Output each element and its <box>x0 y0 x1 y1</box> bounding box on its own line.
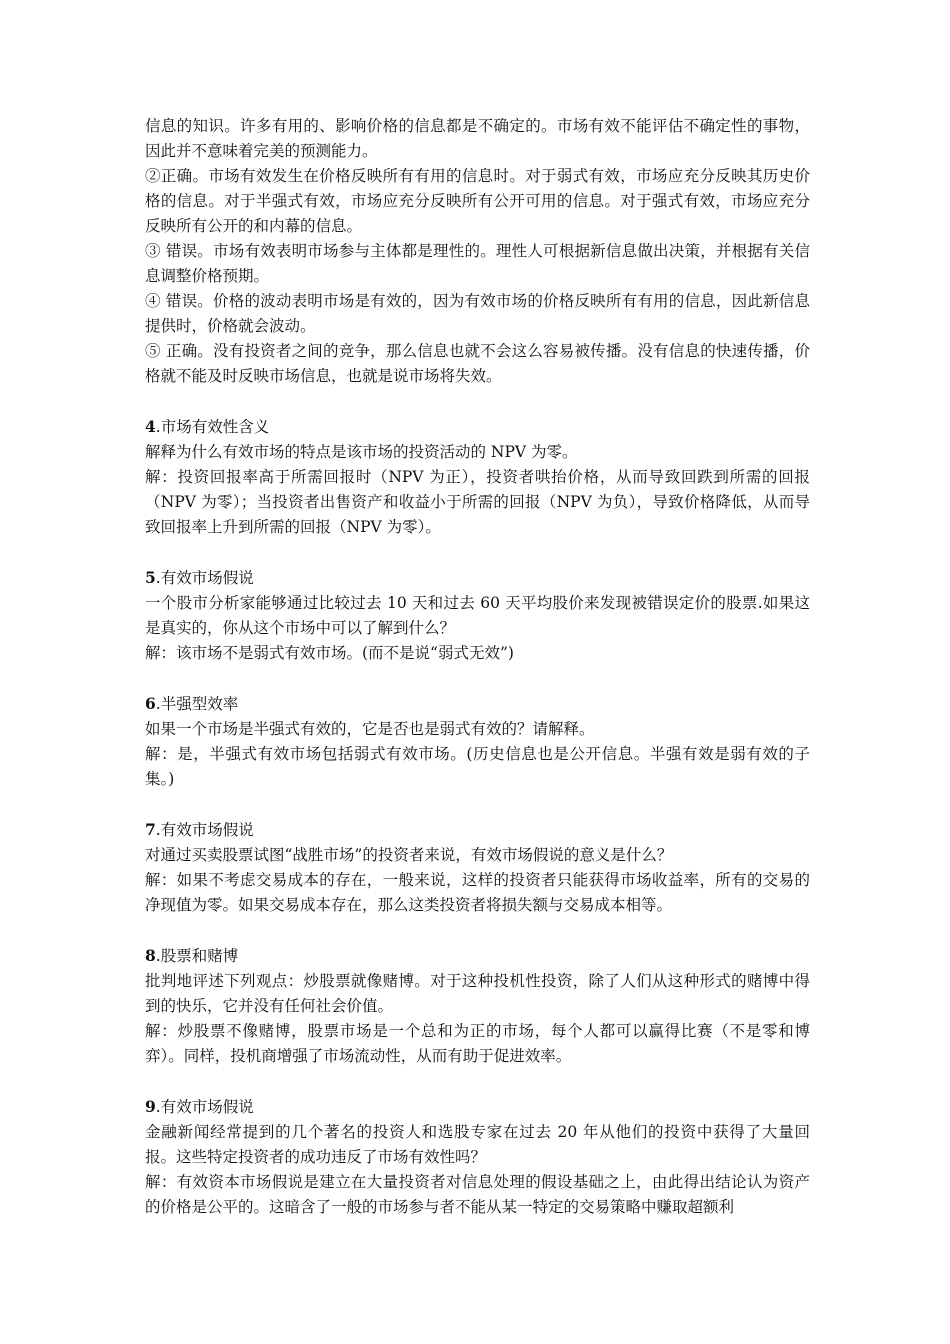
section-spacer <box>145 918 810 943</box>
question-text: 批判地评述下列观点：炒股票就像赌博。对于这种投机性投资，除了人们从这种形式的赌博中得到的快乐，它并没有任何社会价值。 <box>145 972 810 1015</box>
section-number: 7 <box>145 820 156 839</box>
section-number: 8 <box>145 946 156 965</box>
question-text: 解释为什么有效市场的特点是该市场的投资活动的 NPV 为零。 <box>145 443 578 461</box>
section-spacer <box>145 792 810 817</box>
section-heading <box>145 817 810 843</box>
section-title: .半强型效率 <box>155 695 239 713</box>
section-heading <box>145 1094 810 1120</box>
question-text: 对通过买卖股票试图“战胜市场”的投资者来说，有效市场假说的意义是什么？ <box>145 846 673 864</box>
section-number: 5 <box>145 568 156 587</box>
intro-paragraph-3: ③ 错误。市场有效表明市场参与主体都是理性的。理性人可根据新信息做出决策，并根据有关信息调整价格预期。 <box>145 242 810 285</box>
question-text: 如果一个市场是半强式有效的，它是否也是弱式有效的？请解释。 <box>145 720 595 738</box>
section-4 <box>145 414 810 540</box>
section-title: .市场有效性含义 <box>155 418 270 436</box>
answer-text: 解：炒股票不像赌博，股票市场是一个总和为正的市场，每个人都可以赢得比赛（不是零和博弈）。同样，投机商增强了市场流动性，从而有助于促进效率。 <box>145 1022 810 1065</box>
section-6 <box>145 691 810 792</box>
answer-text: 解：是，半强式有效市场包括弱式有效市场。(历史信息也是公开信息。半强有效是弱有效的子集。) <box>145 745 810 788</box>
section-5 <box>145 565 810 666</box>
intro-paragraph-2: ②正确。市场有效发生在价格反映所有有用的信息时。对于弱式有效，市场应充分反映其历史价格的信息。对于半强式有效，市场应充分反映所有公开可用的信息。对于强式有效，市场应充分反映所有公开的和内幕的信息。 <box>145 167 810 235</box>
section-heading <box>145 565 810 591</box>
question-text: 一个股市分析家能够通过比较过去 10 天和过去 60 天平均股价来发现被错误定价的股票.如果这是真实的，你从这个市场中可以了解到什么？ <box>145 594 810 637</box>
document-page <box>145 114 810 1220</box>
section-title: .有效市场假说 <box>155 569 254 587</box>
section-title: .股票和赌博 <box>155 947 239 965</box>
intro-paragraph-5: ⑤ 正确。没有投资者之间的竞争，那么信息也就不会这么容易被传播。没有信息的快速传播，价格就不能及时反映市场信息，也就是说市场将失效。 <box>145 342 810 385</box>
intro-paragraph-4: ④ 错误。价格的波动表明市场是有效的，因为有效市场的价格反映所有有用的信息，因此新信息提供时，价格就会波动。 <box>145 292 810 335</box>
answer-text: 解：投资回报率高于所需回报时（NPV 为正），投资者哄抬价格，从而导致回跌到所需的回报（NPV 为零）；当投资者出售资产和收益小于所需的回报（NPV 为负），导致价格降低，从而导致回报率上升到所需的回报（NPV 为零）。 <box>145 468 810 536</box>
section-title: .有效市场假说 <box>155 821 254 839</box>
section-spacer <box>145 1069 810 1094</box>
answer-text: 解：如果不考虑交易成本的存在，一般来说，这样的投资者只能获得市场收益率，所有的交易的净现值为零。如果交易成本存在，那么这类投资者将损失额与交易成本相等。 <box>145 871 810 914</box>
question-text: 金融新闻经常提到的几个著名的投资人和选股专家在过去 20 年从他们的投资中获得了大量回报。这些特定投资者的成功违反了市场有效性吗？ <box>145 1123 810 1166</box>
section-heading <box>145 691 810 717</box>
answer-text: 解：有效资本市场假说是建立在大量投资者对信息处理的假设基础之上，由此得出结论认为资产的价格是公平的。这暗含了一般的市场参与者不能从某一特定的交易策略中赚取超额利 <box>145 1173 810 1216</box>
section-number: 6 <box>145 694 156 713</box>
intro-paragraph-1: 信息的知识。许多有用的、影响价格的信息都是不确定的。市场有效不能评估不确定性的事物，因此并不意味着完美的预测能力。 <box>145 117 810 160</box>
section-heading <box>145 943 810 969</box>
section-number: 9 <box>145 1097 156 1116</box>
answer-text: 解：该市场不是弱式有效市场。(而不是说“弱式无效”) <box>145 644 514 662</box>
section-8 <box>145 943 810 1069</box>
section-9 <box>145 1094 810 1220</box>
section-spacer <box>145 540 810 565</box>
section-number: 4 <box>145 417 156 436</box>
section-spacer <box>145 389 810 414</box>
section-heading <box>145 414 810 440</box>
section-7 <box>145 817 810 918</box>
section-title: .有效市场假说 <box>155 1098 254 1116</box>
section-spacer <box>145 666 810 691</box>
